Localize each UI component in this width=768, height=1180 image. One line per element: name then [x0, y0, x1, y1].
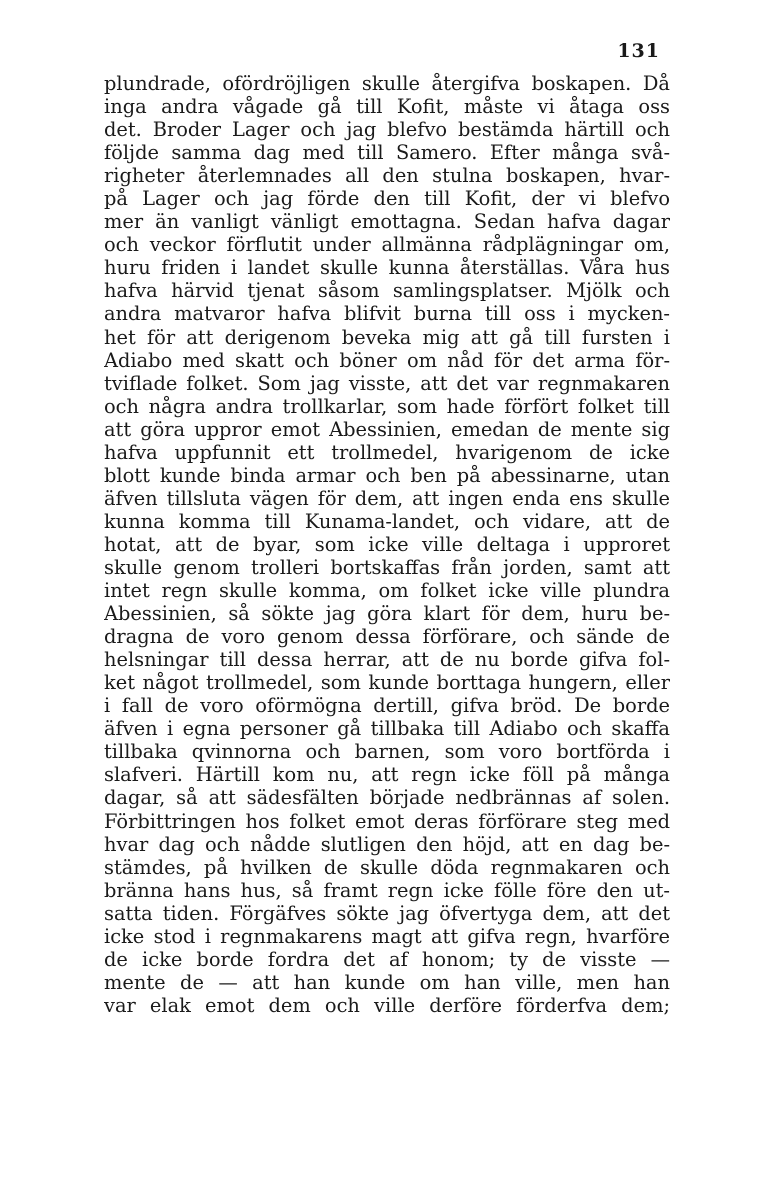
text-line: hafva uppfunnit ett trollmedel, hvarigenom de icke	[104, 440, 670, 464]
text-line: slafveri. Härtill kom nu, att regn icke föll på många	[104, 763, 670, 787]
text-line: intet regn skulle komma, om folket icke ville plundra	[104, 579, 670, 603]
text-line: huru friden i landet skulle kunna återställas. Våra hus	[104, 256, 670, 280]
text-line: het för att derigenom beveka mig att gå till fursten i	[104, 325, 670, 349]
text-line: var elak emot dem och ville derföre förderfva dem;	[104, 993, 670, 1017]
text-line: i fall de voro oförmögna dertill, gifva bröd. De borde	[104, 694, 670, 718]
text-line: att göra uppror emot Abessinien, emedan de mente sig	[104, 417, 670, 441]
text-line: det. Broder Lager och jag blefvo bestämda härtill och	[104, 118, 670, 142]
text-line: stämdes, på hvilken de skulle döda regnmakaren och	[104, 855, 670, 879]
text-line: följde samma dag med till Samero. Efter många svå-	[104, 141, 670, 165]
page-number: 131	[617, 40, 660, 62]
text-line: satta tiden. Förgäfves sökte jag öfvertyga dem, att det	[104, 901, 670, 925]
text-line: mente de — att han kunde om han ville, men han	[104, 970, 670, 994]
text-line: kunna komma till Kunama-landet, och vidare, att de	[104, 509, 670, 533]
text-line: dagar, så att sädesfälten började nedbrännas af solen.	[104, 786, 670, 810]
text-line: hotat, att de byar, som icke ville deltaga i upproret	[104, 532, 670, 556]
text-line: tviflade folket. Som jag visste, att det var regnmakaren	[104, 371, 670, 395]
text-line: Adiabo med skatt och böner om nåd för det arma för-	[104, 348, 670, 372]
text-line: mer än vanligt vänligt emottagna. Sedan hafva dagar	[104, 210, 670, 234]
text-line: andra matvaror hafva blifvit burna till oss i mycken-	[104, 302, 670, 326]
text-line: och veckor förflutit under allmänna rådplägningar om,	[104, 233, 670, 257]
text-line: inga andra vågade gå till Kofit, måste vi åtaga oss	[104, 95, 670, 119]
text-line: icke stod i regnmakarens magt att gifva regn, hvarföre	[104, 924, 670, 948]
body-text	[104, 72, 670, 1017]
text-line: hafva härvid tjenat såsom samlingsplatser. Mjölk och	[104, 279, 670, 303]
text-line: på Lager och jag förde den till Kofit, der vi blefvo	[104, 187, 670, 211]
text-line: righeter återlemnades all den stulna boskapen, hvar-	[104, 164, 670, 188]
text-line: dragna de voro genom dessa förförare, och sände de	[104, 625, 670, 649]
text-line: äfven i egna personer gå tillbaka till Adiabo och skaffa	[104, 717, 670, 741]
text-line: tillbaka qvinnorna och barnen, som voro bortförda i	[104, 740, 670, 764]
text-line: de icke borde fordra det af honom; ty de visste —	[104, 947, 670, 971]
text-line: plundrade, ofördröjligen skulle återgifva boskapen. Då	[104, 72, 670, 95]
text-line: Abessinien, så sökte jag göra klart för dem, huru be-	[104, 602, 670, 626]
text-line: äfven tillsluta vägen för dem, att ingen enda ens skulle	[104, 486, 670, 510]
text-line: bränna hans hus, så framt regn icke fölle före den ut-	[104, 878, 670, 902]
text-line: ket något trollmedel, som kunde borttaga hungern, eller	[104, 671, 670, 695]
text-line: skulle genom trolleri bortskaffas från jorden, samt att	[104, 555, 670, 579]
text-line: hvar dag och nådde slutligen den höjd, att en dag be-	[104, 832, 670, 856]
text-line: och några andra trollkarlar, som hade förfört folket till	[104, 394, 670, 418]
text-line: helsningar till dessa herrar, att de nu borde gifva fol-	[104, 648, 670, 672]
text-line: Förbittringen hos folket emot deras förförare steg med	[104, 809, 670, 833]
text-line: blott kunde binda armar och ben på abessinarne, utan	[104, 463, 670, 487]
